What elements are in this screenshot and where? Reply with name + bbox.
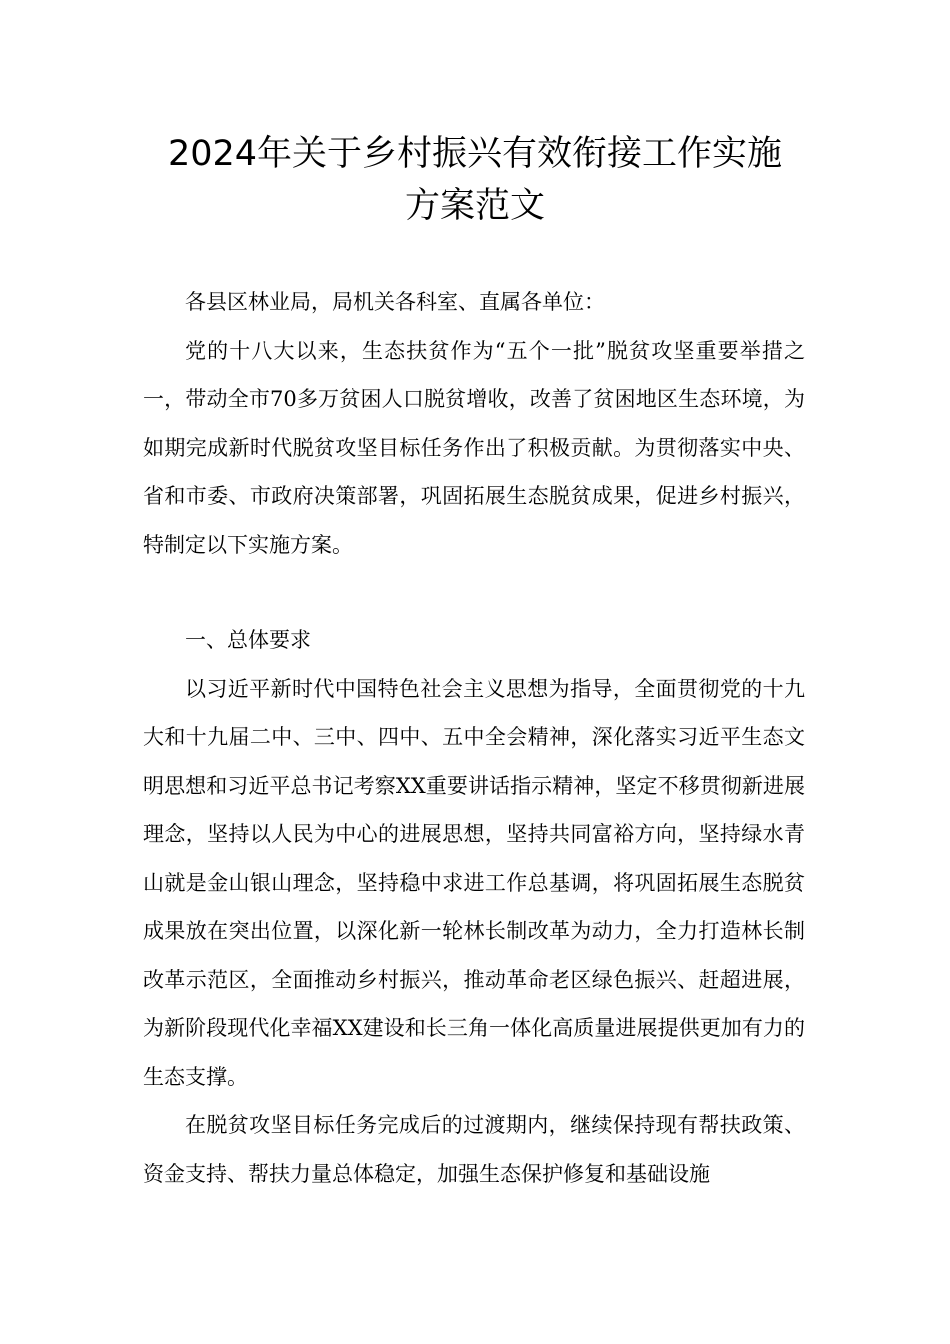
document-title-line-1: 2024年关于乡村振兴有效衔接工作实施 [167, 134, 783, 174]
body-paragraph: 以习近平新时代中国特色社会主义思想为指导，全面贯彻党的十九大和十九届二中、三中、四中、五中全会精神，深化落实习近平生态文明思想和习近平总书记考察XX重要讲话指示精神，坚定不移贯彻新进展理念，坚持以人民为中心的进展思想，坚持共同富裕方向，坚持绿水青山就是金山银山理念，坚持稳中求进工作总基调，将巩固拓展生态脱贫成果放在突出位置，以深化新一轮林长制改革为动力，全力打造林长制改革示范区，全面推动乡村振兴，推动革命老区绿色振兴、赶超进展，为新阶段现代化幸福XX建设和长三角一体化高质量进展提供更加有力的生态支撑。 [143, 676, 805, 1089]
document-body [143, 278, 805, 1198]
section-heading: 一、总体要求 [185, 628, 311, 652]
body-paragraph: 在脱贫攻坚目标任务完成后的过渡期内，继续保持现有帮扶政策、资金支持、帮扶力量总体稳定，加强生态保护修复和基础设施 [143, 1113, 805, 1186]
salutation: 各县区林业局，局机关各科室、直属各单位： [185, 290, 605, 314]
document-title-line-2: 方案范文 [404, 186, 545, 226]
body-paragraph: 党的十八大以来，生态扶贫作为“五个一批”脱贫攻坚重要举措之一，带动全市70多万贫困人口脱贫增收，改善了贫困地区生态环境，为如期完成新时代脱贫攻坚目标任务作出了积极贡献。为贯彻落实中央、省和市委、市政府决策部署，巩固拓展生态脱贫成果，促进乡村振兴，特制定以下实施方案。 [143, 338, 805, 557]
